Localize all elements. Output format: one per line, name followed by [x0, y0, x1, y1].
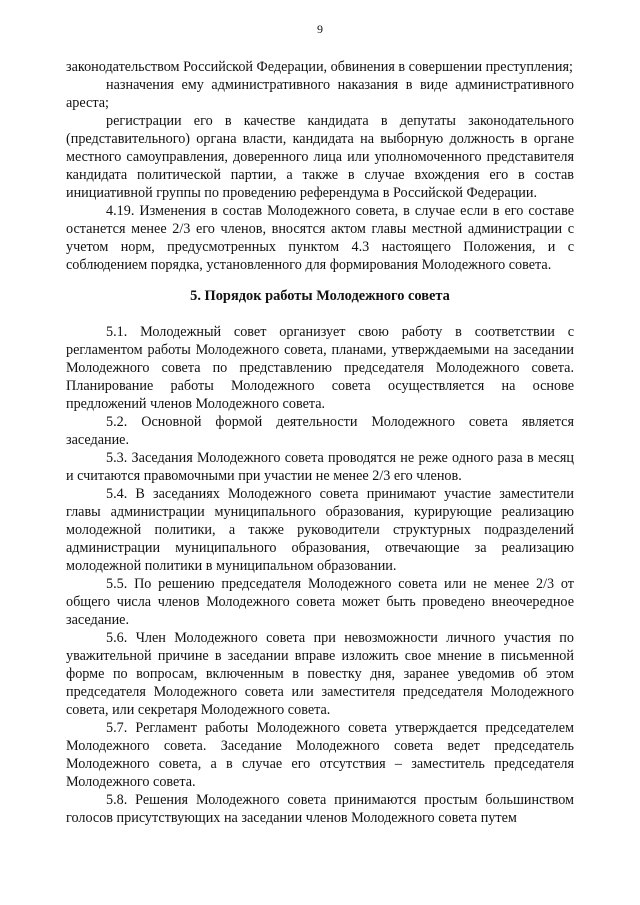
paragraph: регистрации его в качестве кандидата в депутаты законодательного (представительного) органа власти, кандидата на выборную должность в органе местного самоуправления, доверенного лица или уполномоченного представителя кандидата политической партии, а также в случае вхождения его в состав инициативной группы по проведению референдума в Российской Федерации.: [66, 113, 574, 201]
section-heading: 5. Порядок работы Молодежного совета: [190, 288, 450, 304]
paragraph: 5.4. В заседаниях Молодежного совета принимают участие заместители главы администрации муниципального образования, курирующие реализацию молодежной политики, а также руководители структурных подразделений администрации муниципального образования, отвечающие за реализацию молодежной политики в муниципальном образовании.: [66, 486, 574, 574]
paragraph: законодательством Российской Федерации, обвинения в совершении преступления;: [66, 59, 573, 75]
paragraph: 5.1. Молодежный совет организует свою работу в соответствии с регламентом работы Молодежного совета, планами, утверждаемыми на заседании Молодежного совета по представлению председателя Молодежного совета. Планирование работы Молодежного совета осуществляется на основе предложений членов Молодежного совета.: [66, 324, 574, 412]
paragraph: 5.2. Основной формой деятельности Молодежного совета является заседание.: [66, 414, 574, 448]
page-number: 9: [317, 22, 323, 36]
paragraph: 5.8. Решения Молодежного совета принимаются простым большинством голосов присутствующих на заседании членов Молодежного совета путем: [66, 792, 574, 826]
paragraph: назначения ему административного наказания в виде административного ареста;: [66, 77, 574, 111]
paragraph: 5.3. Заседания Молодежного совета проводятся не реже одного раза в месяц и считаются правомочными при участии не менее 2/3 его членов.: [66, 450, 574, 484]
paragraph: 5.5. По решению председателя Молодежного совета или не менее 2/3 от общего числа членов Молодежного совета может быть проведено внеочередное заседание.: [66, 576, 574, 628]
paragraphs-bottom: [66, 323, 574, 827]
paragraph: 4.19. Изменения в состав Молодежного совета, в случае если в его составе останется менее 2/3 его членов, вносятся актом главы местной администрации с учетом норм, предусмотренных пунктом 4.3 настоящего Положения, и с соблюдением порядка, установленного для формирования Молодежного совета.: [66, 203, 574, 273]
paragraph: 5.6. Член Молодежного совета при невозможности личного участия по уважительной причине в заседании вправе изложить свое мнение в письменной форме по вопросам, включенным в повестку дня, заранее уведомив об этом председателя Молодежного совета или заместителя председателя Молодежного совета, или секретаря Молодежного совета.: [66, 630, 574, 718]
paragraph: 5.7. Регламент работы Молодежного совета утверждается председателем Молодежного совета. Заседание Молодежного совета ведет председатель Молодежного совета, а в случае его отсутствия – заместитель председателя Молодежного совета.: [66, 720, 574, 790]
page-body: [66, 58, 574, 827]
paragraphs-top: [66, 58, 574, 274]
